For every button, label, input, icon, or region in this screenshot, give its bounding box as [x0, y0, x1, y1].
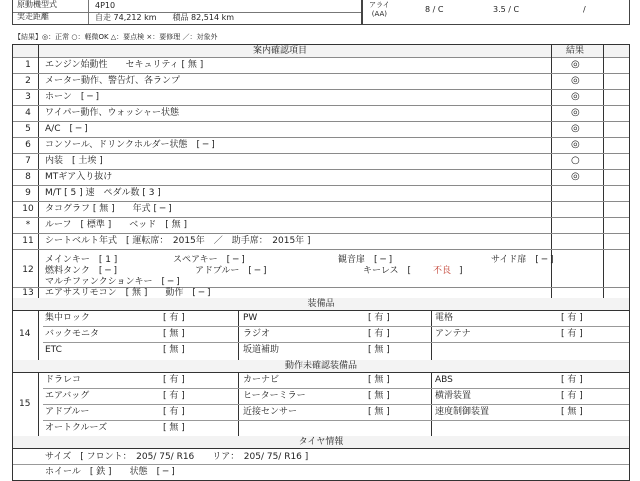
- equipment-name: エアバッグ: [45, 391, 90, 401]
- row-number: 12: [22, 265, 34, 275]
- num-column-line: [38, 372, 39, 436]
- num-column-line: [38, 310, 39, 360]
- tire-header: タイヤ情報: [13, 436, 629, 449]
- row-number: 9: [25, 188, 31, 198]
- equipment-name: アドブルー: [45, 407, 90, 417]
- key-row: [13, 253, 629, 288]
- checklist-item-text: A/C [ ─ ]: [45, 124, 88, 134]
- unconfirmed-equipment-table: [12, 360, 630, 437]
- checklist-row: [13, 201, 629, 218]
- row-number: 14: [19, 329, 31, 339]
- main-key: メインキー [ 1 ]: [45, 255, 118, 265]
- engine-model-label: 原動機型式: [17, 0, 57, 9]
- row-number: 15: [19, 399, 31, 409]
- mileage-label: 実走距離: [17, 12, 49, 21]
- equipment-value: [ 無 ]: [368, 345, 390, 355]
- checklist-item-text: タコグラフ [ 無 ] 年式 [ ─ ]: [45, 204, 172, 214]
- equipment-name: 電格: [435, 313, 454, 323]
- equipment-name: ETC: [45, 345, 62, 355]
- equipment-value: [ 無 ]: [163, 345, 185, 355]
- result-mark: ◎: [571, 59, 580, 70]
- equipment-name: ドラレコ: [45, 375, 82, 385]
- equipment-value: [ 無 ]: [368, 407, 390, 417]
- equipment-value: [ 無 ]: [163, 423, 185, 433]
- paint-value-2: 3.5 / C: [493, 5, 520, 14]
- adblue-key: アドブルー [ ─ ]: [195, 266, 267, 276]
- keyless-label: キーレス [: [363, 266, 412, 276]
- equipment-name: 坂道補助: [243, 345, 280, 355]
- result-legend: 【結果】◎：正常 ○：軽微OK △：要点検 ×：要修理 ／：対象外: [14, 33, 218, 41]
- equipment-name: オートクルーズ: [45, 423, 108, 433]
- side-door: サイド扉 [ ─ ]: [491, 255, 554, 265]
- equipment-value: [ 有 ]: [163, 375, 185, 385]
- paint-thickness-table: [362, 0, 630, 25]
- tire-info-table: [12, 436, 630, 481]
- equipment-value: [ 無 ]: [561, 407, 583, 417]
- paint-value-1: 8 / C: [425, 5, 444, 14]
- result-mark: ◎: [571, 107, 580, 118]
- checklist-table: [12, 44, 630, 300]
- row-line: [43, 388, 629, 389]
- row-line: [43, 420, 629, 421]
- unconfirmed-header: 動作未確認装備品: [13, 360, 629, 373]
- fuel-tank: 燃料タンク [ ─ ]: [45, 266, 117, 276]
- mileage-row: [13, 12, 361, 24]
- checklist-item-text: シートベルト年式 [ 運転席： 2015年 ／ 助手席： 2015年 ]: [45, 236, 311, 246]
- row-number: 3: [25, 92, 31, 102]
- row-line: [43, 326, 629, 327]
- row-number: 11: [22, 236, 34, 246]
- keyless-close: ]: [459, 266, 463, 276]
- paint-value-3: /: [583, 5, 586, 14]
- checklist-item-text: ホーン [ ─ ]: [45, 92, 99, 102]
- checklist-item-text: MTギア入り抜け: [45, 172, 113, 182]
- equipment-value: [ 有 ]: [163, 313, 185, 323]
- row-number: 4: [25, 108, 31, 118]
- result-mark: ◎: [571, 91, 580, 102]
- row-number: 2: [25, 76, 31, 86]
- column-line: [238, 310, 239, 360]
- row-line: [43, 404, 629, 405]
- equipment-name: ABS: [435, 375, 453, 385]
- row-number: 13: [22, 288, 34, 298]
- equipment-name: ラジオ: [243, 329, 271, 339]
- checklist-row: [13, 121, 629, 138]
- result-mark: ○: [571, 155, 580, 166]
- checklist-item-text: 内装 [ 土埃 ]: [45, 156, 103, 166]
- row-number: 10: [22, 204, 34, 214]
- equipment-name: カーナビ: [243, 375, 280, 385]
- checklist-row: [13, 185, 629, 202]
- checklist-row: [13, 233, 629, 250]
- equipment-value: [ 有 ]: [561, 391, 583, 401]
- equipment-name: 近接センサー: [243, 407, 298, 417]
- checklist-item-text: コンソール、ドリンクホルダー状態 [ ─ ]: [45, 140, 215, 150]
- equipment-table: [12, 298, 630, 361]
- rear-door: 観音扉 [ ─ ]: [338, 255, 393, 265]
- divider: [88, 12, 89, 24]
- row-number: 8: [25, 172, 31, 182]
- equipment-name: 集中ロック: [45, 313, 90, 323]
- checklist-row: [13, 153, 629, 170]
- engine-model-value: 4P10: [95, 1, 116, 10]
- equipment-value: [ 有 ]: [163, 407, 185, 417]
- checklist-row: [13, 137, 629, 154]
- checklist-header: 案内確認項目: [253, 46, 308, 56]
- checklist-item-text: ルーフ [ 標準 ] ベッド [ 無 ]: [45, 220, 188, 230]
- result-mark: ◎: [571, 139, 580, 150]
- multi-function-key: マルチファンクションキー [ ─ ]: [45, 277, 180, 287]
- checklist-item-text: ワイパー動作、ウォッシャー状態: [45, 108, 180, 118]
- result-header: 結果: [566, 46, 585, 56]
- equipment-value: [ 有 ]: [163, 391, 185, 401]
- air-suspension-text: エアサスリモコン [ 無 ] 動作 [ ─ ]: [45, 288, 211, 298]
- result-mark: ◎: [571, 75, 580, 86]
- row-line: [43, 342, 629, 343]
- equipment-value: [ 有 ]: [561, 375, 583, 385]
- equipment-name: 横滑装置: [435, 391, 472, 401]
- tire-size: サイズ [ フロント： 205/ 75/ R16 リア： 205/ 75/ R16 ]: [45, 452, 309, 462]
- paint-label: アライ (AA): [369, 1, 390, 18]
- checklist-row: [13, 73, 629, 90]
- equipment-value: [ 有 ]: [561, 313, 583, 323]
- equipment-value: [ 無 ]: [368, 391, 390, 401]
- keyless-status: 不良: [433, 266, 452, 276]
- equipment-name: PW: [243, 313, 258, 323]
- checklist-row: [13, 57, 629, 74]
- result-mark: ◎: [571, 123, 580, 134]
- checklist-row: [13, 169, 629, 186]
- mileage-value: 自走 74,212 km 積品 82,514 km: [95, 13, 235, 22]
- row-number: 1: [25, 60, 31, 70]
- equipment-name: ヒーターミラー: [243, 391, 306, 401]
- equipment-name: アンテナ: [435, 329, 471, 339]
- equipment-value: [ 有 ]: [368, 313, 390, 323]
- equipment-name: バックモニタ: [45, 329, 100, 339]
- equipment-value: [ 無 ]: [163, 329, 185, 339]
- result-mark: ◎: [571, 171, 580, 182]
- equipment-value: [ 無 ]: [368, 375, 390, 385]
- row-number: 5: [25, 124, 31, 134]
- row-number: 6: [25, 140, 31, 150]
- checklist-item-text: M/T [ 5 ] 速 ペダル数 [ 3 ]: [45, 188, 161, 198]
- vehicle-info-table: [12, 0, 362, 25]
- row-number: 7: [25, 156, 31, 166]
- wheel-info: ホイール [ 鉄 ] 状態 [ ─ ]: [45, 467, 175, 477]
- checklist-item-text: エンジン始動性 セキュリティ [ 無 ]: [45, 60, 204, 70]
- row-number: *: [25, 220, 31, 230]
- equipment-name: 速度制御装置: [435, 407, 490, 417]
- checklist-row: [13, 105, 629, 122]
- equipment-value: [ 有 ]: [368, 329, 390, 339]
- checklist-row: [13, 89, 629, 106]
- spare-key: スペアキー [ ─ ]: [173, 255, 245, 265]
- equipment-header: 装備品: [13, 298, 629, 311]
- column-line: [431, 310, 432, 360]
- equipment-value: [ 有 ]: [561, 329, 583, 339]
- divider: [88, 0, 89, 12]
- checklist-row: [13, 217, 629, 234]
- checklist-item-text: メーター動作、警告灯、各ランプ: [45, 76, 181, 86]
- divider: [13, 464, 629, 465]
